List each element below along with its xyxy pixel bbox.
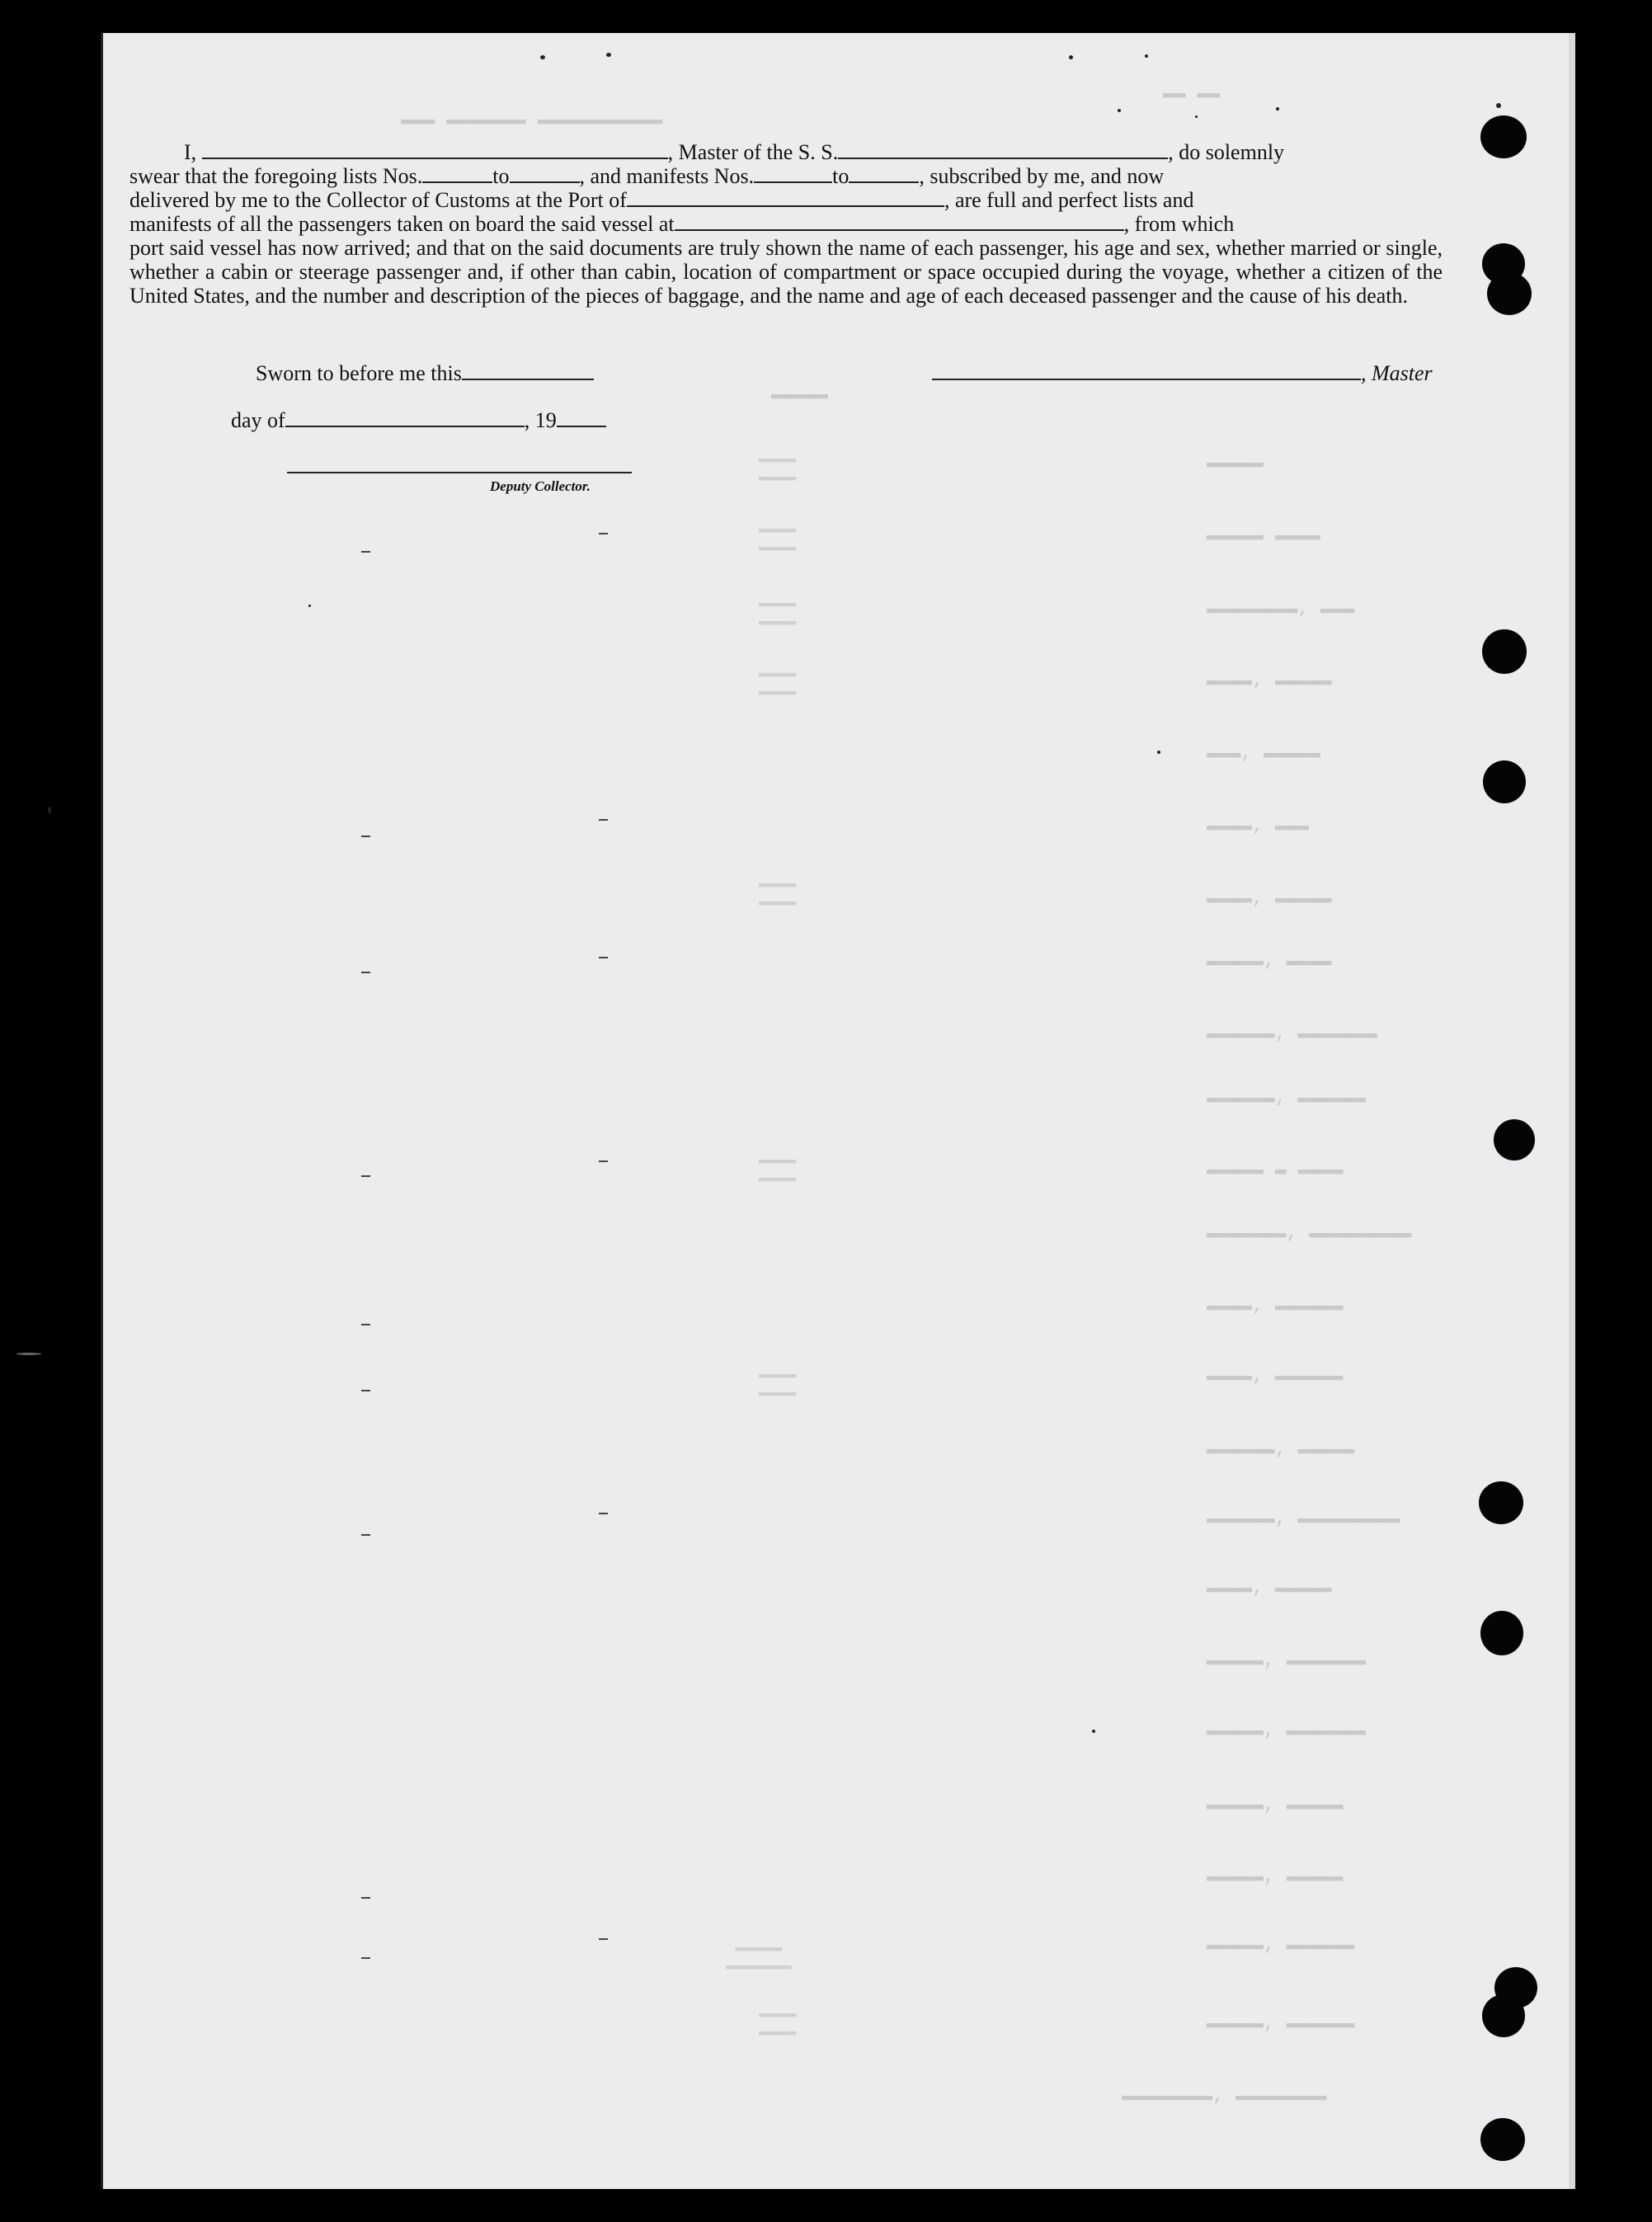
- dash-mark: [361, 551, 370, 553]
- speck: [1092, 1730, 1095, 1733]
- manifest-from-blank: [754, 167, 832, 183]
- oath-text: manifests of all the passengers taken on board the said vessel at: [129, 212, 675, 236]
- speck: [1069, 55, 1073, 59]
- dash-mark: [599, 819, 608, 821]
- manifest-page: [101, 33, 1571, 2189]
- dash-mark: [599, 957, 608, 958]
- oath-line: [129, 164, 1443, 188]
- oath-text: , are full and perfect lists and: [944, 188, 1194, 212]
- dash-mark: [361, 836, 370, 837]
- deputy-signature-line: [287, 472, 632, 473]
- punch-hole: [1487, 272, 1532, 315]
- deputy-collector-label: Deputy Collector.: [490, 478, 591, 494]
- speck: [48, 807, 51, 813]
- bleed-through-text: ▬▬▬▬▬: [771, 384, 829, 405]
- dash-mark: [361, 1175, 370, 1177]
- bleed-through-text: ▬▬▬▬, ▬▬▬▬▬▬: [1207, 1295, 1344, 1316]
- master-label: , Master: [1361, 361, 1433, 385]
- speck: [1276, 107, 1279, 111]
- bleed-through-text: ▬▬▬▬▬, ▬▬▬▬: [1207, 950, 1332, 972]
- bleed-through-text: ▬▬▬▬▬▬, ▬▬▬▬▬▬: [1207, 1087, 1367, 1109]
- bleed-through-text: ▬▬▬▬▬▬▬▬, ▬▬▬: [1207, 598, 1355, 619]
- punch-hole: [1482, 1994, 1525, 2037]
- oath-text: I,: [184, 140, 197, 164]
- oath-text: , from which: [1123, 212, 1235, 236]
- punch-hole: [1480, 1611, 1523, 1655]
- bleed-through-text: ▬▬▬▬, ▬▬▬▬▬: [1207, 887, 1332, 909]
- oath-text: delivered by me to the Collector of Customs at the Port of: [129, 188, 627, 212]
- bleed-through-text: ▬▬▬▬, ▬▬▬▬▬: [1207, 670, 1332, 691]
- dash-mark: [599, 1938, 608, 1940]
- oath-text: , Master of the S. S.: [667, 140, 839, 164]
- bleed-through-text: ▬▬▬▬, ▬▬▬▬▬: [1207, 1577, 1332, 1598]
- speck: [1195, 115, 1198, 118]
- name-blank: [202, 143, 668, 159]
- oath-text: to: [492, 164, 510, 188]
- bleed-through-number: ▬▬▬▬ ▬▬▬▬: [759, 2004, 797, 2041]
- bleed-through-number: ▬▬▬▬ ▬▬▬▬: [759, 450, 797, 486]
- dash-mark: [361, 1390, 370, 1391]
- bleed-through-text: ▬▬▬▬▬▬, ▬▬▬▬▬▬▬: [1207, 1023, 1378, 1044]
- punch-hole: [1494, 1119, 1535, 1160]
- dash-mark: [361, 1534, 370, 1536]
- year-prefix: , 19: [524, 408, 557, 432]
- bleed-through-text: ▬▬▬, ▬▬▬▬▬: [1207, 742, 1321, 764]
- punch-hole: [1482, 629, 1527, 674]
- list-to-blank: [510, 167, 580, 183]
- bleed-through-text: ▬▬▬▬▬, ▬▬▬▬▬: [1207, 1866, 1344, 1887]
- bleed-through-number: ▬▬▬▬ ▬▬▬▬: [759, 874, 797, 911]
- speck: [606, 53, 611, 57]
- port-blank: [627, 191, 944, 207]
- speck: [1157, 751, 1160, 754]
- bleed-through-text: ▬▬▬▬▬, ▬▬▬▬▬▬▬: [1207, 1650, 1367, 1671]
- bleed-through-text: ▬▬▬▬▬ ▬▬▬▬: [1207, 525, 1321, 546]
- bleed-through-number: ▬▬▬▬▬ ▬▬▬▬▬▬▬: [726, 1938, 792, 1975]
- punch-hole: [1480, 2118, 1525, 2161]
- bleed-through-text: ▬▬▬▬, ▬▬▬: [1207, 815, 1310, 836]
- oath-body: port said vessel has now arrived; and that on the said documents are truly shown the name of each passenger, his age and sex, whether married or single, whether a cabin or steerage passenger and, if other than cabin, location of compartment or space occupied during the voyage, whether a citizen of the United States, and the number and description of the pieces of baggage, and the name and age of each deceased passenger and the cause of his death.: [129, 236, 1443, 308]
- speck: [16, 1353, 41, 1355]
- departure-port-blank: [675, 214, 1124, 231]
- dash-mark: [599, 533, 608, 534]
- punch-hole: [1483, 760, 1526, 803]
- oath-line: [129, 212, 1443, 236]
- manifest-to-blank: [849, 167, 919, 183]
- bleed-through-number: ▬▬▬▬ ▬▬▬▬: [759, 520, 797, 556]
- speck: [1145, 54, 1148, 58]
- bleed-through-text: ▬▬▬▬▬, ▬▬▬▬▬▬: [1207, 2013, 1355, 2034]
- bleed-through-text: ▬▬▬▬▬: [1207, 452, 1264, 473]
- bleed-through-text: ▬▬▬ ▬▬▬▬▬▬▬ ▬▬▬▬▬▬▬▬▬▬▬: [401, 109, 663, 130]
- bleed-through-text: ▬▬▬▬▬, ▬▬▬▬▬▬: [1207, 1934, 1355, 1956]
- bleed-through-text: ▬▬▬▬, ▬▬▬▬▬▬: [1207, 1365, 1344, 1386]
- speck: [540, 55, 545, 59]
- oath-text: , and manifests Nos.: [579, 164, 755, 188]
- oath-text: swear that the foregoing lists Nos.: [129, 164, 423, 188]
- ship-blank: [838, 143, 1168, 159]
- bleed-through-text: ▬▬▬▬▬▬▬, ▬▬▬▬▬▬▬▬▬: [1207, 1222, 1412, 1244]
- master-signature-blank: [932, 362, 1361, 380]
- bleed-through-text: ▬▬▬▬▬, ▬▬▬▬▬▬▬: [1207, 1720, 1367, 1741]
- speck: [1496, 103, 1501, 108]
- dash-mark: [599, 1513, 608, 1514]
- bleed-through-text: ▬▬▬▬▬, ▬▬▬▬▬: [1207, 1794, 1344, 1815]
- sworn-label: Sworn to before me this: [256, 361, 462, 385]
- master-row: [932, 361, 1433, 386]
- month-blank: [285, 409, 525, 427]
- punch-hole: [1480, 115, 1527, 158]
- bleed-through-number: ▬▬▬▬ ▬▬▬▬: [759, 1151, 797, 1187]
- day-of-label: day of: [231, 408, 285, 432]
- bleed-through-text: ▬▬▬▬▬▬, ▬▬▬▬▬▬▬▬▬: [1207, 1508, 1400, 1529]
- punch-hole: [1479, 1481, 1523, 1524]
- day-of-row: [231, 408, 606, 433]
- oath-text: to: [832, 164, 850, 188]
- list-from-blank: [422, 167, 492, 183]
- dash-mark: [361, 1957, 370, 1959]
- bleed-through-text: ▬▬▬▬▬ ▬ ▬▬▬▬: [1207, 1159, 1344, 1180]
- oath-paragraph: [129, 140, 1443, 308]
- oath-text: , do solemnly: [1168, 140, 1285, 164]
- sworn-date-blank: [462, 362, 594, 380]
- bleed-through-number: ▬▬▬▬ ▬▬▬▬: [759, 1365, 797, 1401]
- page-edge: [1569, 33, 1575, 2189]
- dash-mark: [599, 1160, 608, 1162]
- speck: [308, 605, 311, 607]
- bleed-through-text: ▬▬▬▬▬▬, ▬▬▬▬▬: [1207, 1438, 1355, 1460]
- dash-mark: [361, 972, 370, 973]
- bleed-through-text: ▬▬▬▬▬▬▬▬, ▬▬▬▬▬▬▬▬: [1122, 2085, 1327, 2107]
- bleed-through-text: ▬▬ ▬▬: [1163, 82, 1221, 104]
- dash-mark: [361, 1324, 370, 1325]
- year-blank: [557, 409, 606, 427]
- speck: [1118, 109, 1121, 112]
- dash-mark: [361, 1897, 370, 1899]
- oath-line: [129, 188, 1443, 212]
- bleed-through-number: ▬▬▬▬ ▬▬▬▬: [759, 594, 797, 630]
- oath-text: , subscribed by me, and now: [919, 164, 1165, 188]
- sworn-row: [256, 361, 594, 386]
- bleed-through-number: ▬▬▬▬ ▬▬▬▬: [759, 664, 797, 700]
